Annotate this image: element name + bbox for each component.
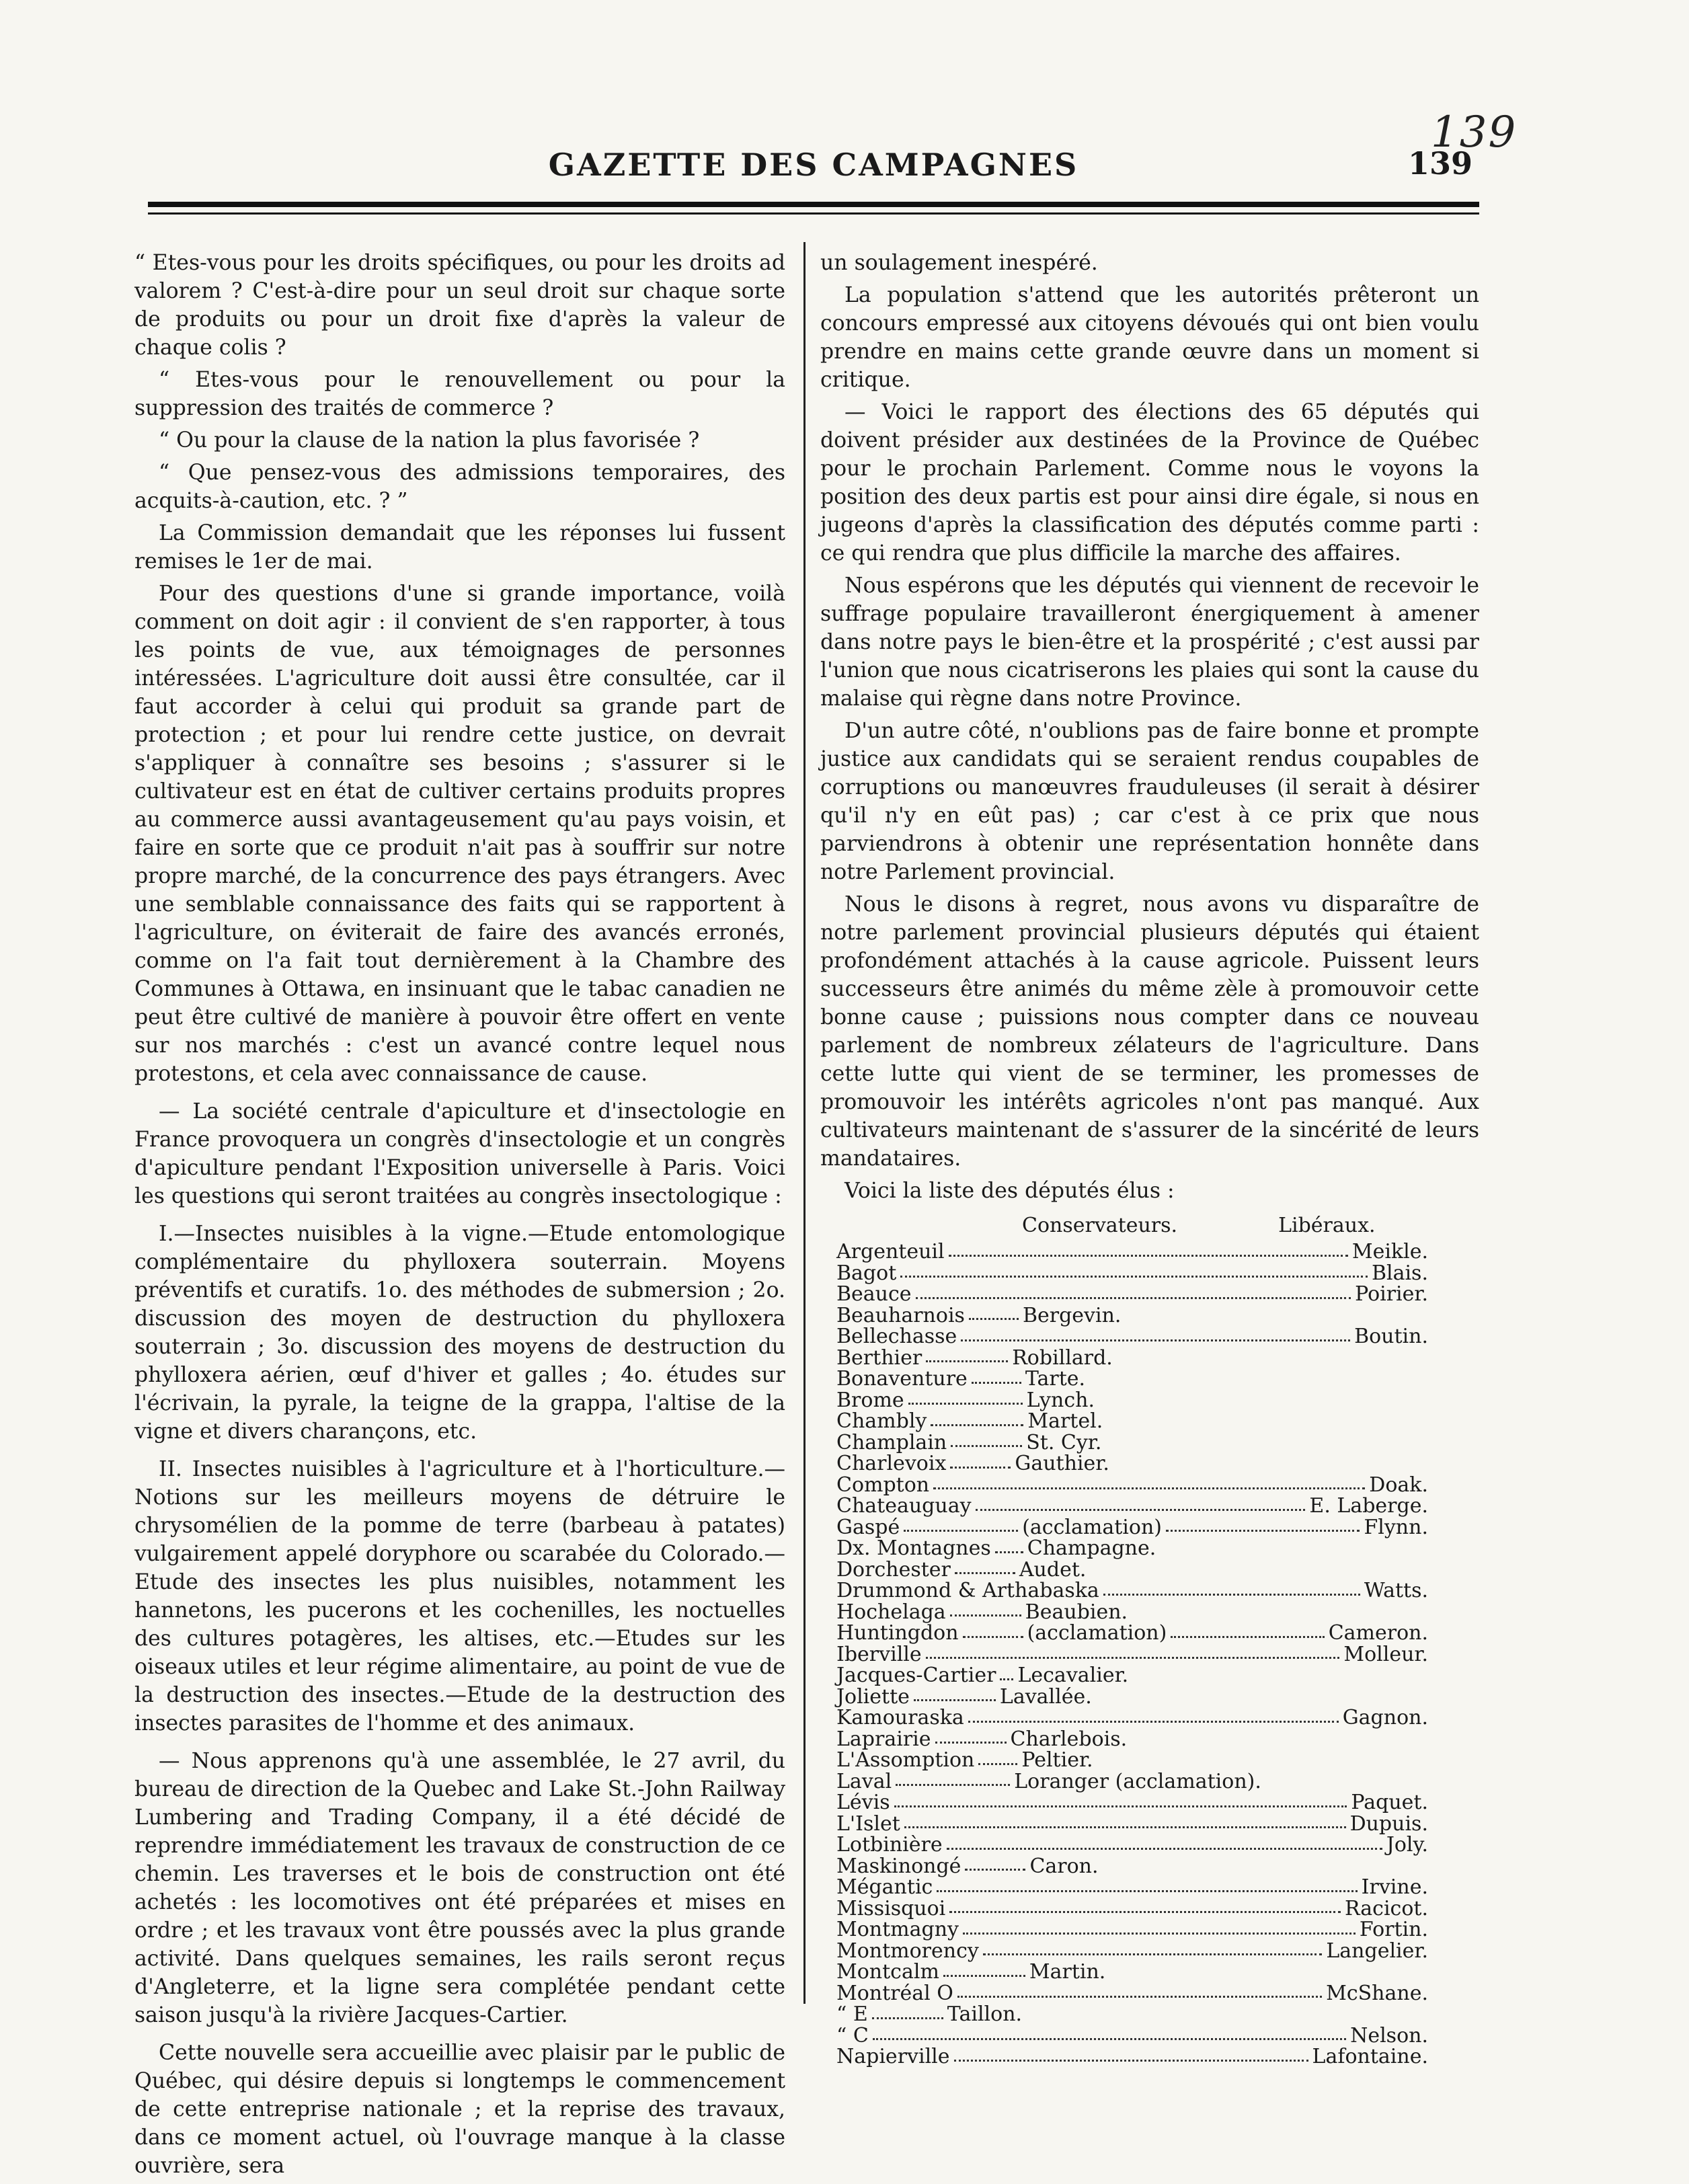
conservative-member: Lynch.	[1026, 1388, 1095, 1412]
paragraph: II. Insectes nuisibles à l'agriculture et à l'horticulture.—Notions sur les meilleurs moyens de détruire le chrysomélien de la pomme de terre (barbeau à patates) vulgairement appelé doryphore ou scarabée du Colorado.—Etude des insectes les plus nuisibles, notamment les hannetons, les pucerons et les cochenilles, les noctuelles des cultures potagères, les altises, etc.—Etudes sur les oiseaux utiles et leur régime alimentaire, au point de vue de la destruction des insectes.—Etude de la destruction des insectes parasites de l'homme et des animaux.	[134, 1457, 785, 1736]
liberal-member: E. Laberge.	[1309, 1494, 1428, 1518]
dot-leader	[963, 1623, 1023, 1638]
liberal-member: Cameron.	[1328, 1621, 1428, 1645]
deputy-row	[836, 1898, 1428, 1920]
dot-leader	[951, 1432, 1022, 1448]
dot-leader	[916, 1284, 1351, 1299]
deputy-row	[836, 1623, 1428, 1644]
deputy-row	[836, 1941, 1428, 1962]
deputy-row	[836, 1665, 1428, 1686]
deputy-row	[836, 1453, 1428, 1475]
county-name: Brome	[836, 1388, 904, 1412]
dot-leader	[900, 1263, 1368, 1278]
liberal-member: Lafontaine.	[1312, 2045, 1428, 2068]
conservative-member: Bergevin.	[1022, 1303, 1122, 1327]
dot-leader	[961, 1326, 1350, 1341]
dot-leader	[931, 1411, 1023, 1426]
county-name: Kamouraska	[836, 1706, 964, 1729]
county-name: Missisquoi	[836, 1896, 946, 1920]
dot-leader	[995, 1538, 1023, 1553]
liberal-member: Langelier.	[1326, 1939, 1428, 1963]
header-rule-thick	[148, 202, 1479, 207]
conservative-member: Peltier.	[1021, 1748, 1093, 1772]
dot-leader	[954, 2046, 1308, 2062]
dot-leader	[950, 1453, 1011, 1469]
dot-leader	[947, 1834, 1382, 1850]
liberal-member: McShane.	[1326, 1981, 1428, 2005]
county-name: Laprairie	[836, 1727, 931, 1751]
county-name: Drummond & Arthabaska	[836, 1579, 1099, 1602]
dot-leader	[965, 1856, 1025, 1871]
right-column	[820, 249, 1479, 2068]
left-column	[134, 249, 785, 2184]
county-name: Bellechasse	[836, 1325, 957, 1348]
deputy-row	[836, 1750, 1428, 1771]
paragraph: La population s'attend que les autorités prêteront un concours empressé aux citoyens dévoués qui ont bien voulu prendre en mains cette grande œuvre dans un moment si critique.	[820, 283, 1479, 392]
deputy-row	[836, 1877, 1428, 1898]
deputy-row	[836, 1348, 1428, 1369]
conservative-member: Gauthier.	[1015, 1452, 1109, 1475]
paragraph: La Commission demandait que les réponses lui fussent remises le 1er de mai.	[134, 521, 785, 574]
page-header	[148, 141, 1479, 188]
paragraph: Cette nouvelle sera accueillie avec plaisir par le public de Québec, qui désire depuis si longtemps le commencement de cette entreprise nationale ; et la reprise des travaux, dans ce moment actuel, où l'ouvrage manque à la classe ouvrière, sera	[134, 2041, 785, 2178]
dot-leader	[873, 2025, 1346, 2041]
dot-leader	[894, 1792, 1347, 1807]
dot-leader	[949, 1241, 1348, 1257]
dot-leader	[896, 1771, 1010, 1787]
roster-header	[820, 1212, 1479, 1240]
deputy-row	[836, 1495, 1428, 1517]
roster-header-conservateurs: Conservateurs.	[1022, 1214, 1178, 1237]
county-name: Lotbinière	[836, 1833, 943, 1857]
conservative-member: Tarte.	[1025, 1367, 1086, 1391]
liberal-member: Gagnon.	[1342, 1706, 1428, 1729]
county-name: Beauce	[836, 1282, 912, 1306]
conservative-member: Lavallée.	[999, 1684, 1092, 1709]
dot-leader	[908, 1390, 1023, 1405]
deputy-row	[836, 1475, 1428, 1496]
deputy-row	[836, 1707, 1428, 1729]
conservative-member: (acclamation)	[1027, 1621, 1167, 1645]
county-name: Laval	[836, 1769, 892, 1793]
dot-leader	[937, 1877, 1357, 1892]
county-name: Montcalm	[836, 1960, 939, 1984]
county-name: Bonaventure	[836, 1367, 968, 1391]
dot-leader	[1000, 1665, 1013, 1680]
conservative-member: Beaubien.	[1025, 1600, 1128, 1624]
deputy-row	[836, 1771, 1428, 1793]
county-name: Compton	[836, 1473, 930, 1497]
paragraph: “ Etes-vous pour le renouvellement ou pour la suppression des traités de commerce ?	[134, 368, 785, 420]
deputy-row	[836, 1856, 1428, 1877]
paragraph: Nous espérons que les députés qui viennent de recevoir le suffrage populaire travailleront énergiquement à amener dans notre pays le bien-être et la prospérité ; c'est aussi par l'union que nous cicatriserons les plaies qui sont la cause du malaise qui règne dans notre Province.	[820, 574, 1479, 711]
liberal-member: Paquet.	[1351, 1791, 1428, 1814]
liberal-member: Boutin.	[1354, 1325, 1428, 1348]
conservative-member: Audet.	[1019, 1557, 1087, 1582]
dot-leader	[983, 1941, 1323, 1956]
deputy-row	[836, 1241, 1428, 1263]
dot-leader	[914, 1686, 996, 1702]
liberal-member: Poirier.	[1355, 1282, 1428, 1306]
dot-leader	[969, 1305, 1019, 1321]
handwritten-page-number: 139	[1431, 108, 1518, 157]
county-name: Napierville	[836, 2045, 950, 2068]
liberal-member: Joly.	[1386, 1833, 1428, 1857]
paragraph: — Voici le rapport des élections des 65 députés qui doivent présider aux destinées de la Province de Québec pour le prochain Parlement. Comme nous le voyons la position des deux partis est pour ainsi dire égale, si nous en jugeons d'après la classification des députés comme parti : ce qui rendra que plus difficile la marche des affaires.	[820, 400, 1479, 566]
liberal-member: Fortin.	[1359, 1918, 1428, 1941]
deputy-row	[836, 1432, 1428, 1454]
county-name: L'Islet	[836, 1811, 900, 1836]
paragraph: Nous le disons à regret, nous avons vu disparaître de notre parlement provincial plusieurs députés qui étaient profondément attachés à la cause agricole. Puissent leurs successeurs être animés du même zèle à promouvoir cette bonne cause ; puissions nous compter dans ce nouveau parlement de nombreux zélateurs de l'agriculture. Dans cette lutte qui vient de se terminer, les promesses de promouvoir les intérêts agricoles n'ont pas manqué. Aux cultivateurs maintenant de s'assurer de la sincérité de leurs mandataires.	[820, 892, 1479, 1171]
conservative-member: Martin.	[1029, 1960, 1106, 1984]
county-name: Chateauguay	[836, 1494, 972, 1518]
paragraph: “ Etes-vous pour les droits spécifiques, ou pour les droits ad valorem ? C'est-à-dire pour un seul droit sur chaque sorte de produits ou pour un droit fixe d'après la valeur de chaque colis ?	[134, 251, 785, 360]
paragraph: D'un autre côté, n'oublions pas de faire bonne et prompte justice aux candidats qui se seraient rendus coupables de corruptions ou manœuvres frauduleuses (il serait à désirer qu'il n'y en eût pas) ; car c'est à ce prix que nous parviendrons à obtenir une représentation honnête dans notre Parlement provincial.	[820, 719, 1479, 884]
deputy-row	[836, 1602, 1428, 1623]
county-name: Mégantic	[836, 1875, 933, 1899]
dot-leader	[950, 1602, 1021, 1617]
masthead-title: GAZETTE DES CAMPAGNES	[548, 147, 1079, 183]
county-name: “ C	[836, 2023, 869, 2048]
county-name: Montmagny	[836, 1918, 959, 1941]
dot-leader	[933, 1475, 1365, 1490]
dot-leader	[949, 1898, 1341, 1914]
deputy-row	[836, 1686, 1428, 1708]
county-name: Dorchester	[836, 1557, 951, 1582]
county-name: Dx. Montagnes	[836, 1536, 991, 1560]
paragraph: Voici la liste des députés élus :	[844, 1179, 1175, 1203]
paragraph: un soulagement inespéré.	[820, 251, 1098, 275]
dot-leader	[943, 1961, 1025, 1977]
conservative-member: Caron.	[1029, 1854, 1099, 1878]
conservative-member: Loranger (acclamation).	[1014, 1769, 1261, 1793]
deputy-row	[836, 1644, 1428, 1666]
deputy-row	[836, 2025, 1428, 2047]
deputy-row	[836, 1368, 1428, 1390]
conservative-member: Robillard.	[1012, 1346, 1113, 1370]
deputy-row	[836, 1390, 1428, 1411]
county-name: Maskinongé	[836, 1854, 961, 1878]
liberal-member: Irvine.	[1361, 1875, 1428, 1899]
deputy-row	[836, 1411, 1428, 1432]
deputy-row	[836, 1284, 1428, 1305]
county-name: Montréal O	[836, 1981, 953, 2005]
dot-leader	[1166, 1517, 1360, 1532]
dot-leader	[935, 1729, 1007, 1744]
dot-leader	[1171, 1623, 1324, 1638]
deputy-row	[836, 1961, 1428, 1983]
county-name: Hochelaga	[836, 1600, 946, 1624]
county-name: Charlevoix	[836, 1452, 947, 1475]
paragraph: — La société centrale d'apiculture et d'insectologie en France provoquera un congrès d'insectologie et un congrès d'apiculture pendant l'Exposition universelle à Paris. Voici les questions qui seront traitées au congrès insectologique :	[134, 1099, 785, 1208]
county-name: Jacques-Cartier	[836, 1664, 996, 1687]
paragraph: — Nous apprenons qu'à une assemblée, le 27 avril, du bureau de direction de la Quebec and Lake St.-John Railway Lumbering and Trading Company, il a été décidé de reprendre immédiatement les travaux de construction de ce chemin. Les traverses et le bois de construction ont été achetés : les locomotives ont été préparées et mises en ordre ; et les travaux vont être poussés avec la plus grande activité. Dans quelques semaines, les rails seront reçus d'Angleterre, et la ligne sera complétée pendant cette saison jusqu'à la rivière Jacques-Cartier.	[134, 1749, 785, 2027]
printed-page-number: 139	[1407, 145, 1472, 182]
dot-leader	[957, 1983, 1322, 1998]
dot-leader	[904, 1517, 1018, 1532]
county-name: Champlain	[836, 1430, 947, 1454]
dot-leader	[872, 2004, 943, 2019]
deputy-row	[836, 1326, 1428, 1348]
liberal-member: Nelson.	[1350, 2023, 1428, 2048]
deputy-row	[836, 1919, 1428, 1941]
county-name: Berthier	[836, 1346, 922, 1370]
liberal-member: Molleur.	[1343, 1642, 1428, 1666]
deputy-row	[836, 1517, 1428, 1538]
conservative-member: Lecavalier.	[1017, 1664, 1129, 1687]
dot-leader	[972, 1368, 1021, 1384]
county-name: Beauharnois	[836, 1303, 965, 1327]
liberal-member: Blais.	[1371, 1261, 1428, 1285]
county-name: “ E	[836, 2002, 868, 2026]
deputy-row	[836, 1538, 1428, 1559]
dot-leader	[963, 1919, 1356, 1935]
conservative-member: Martel.	[1027, 1409, 1103, 1433]
deputy-row	[836, 1729, 1428, 1750]
paragraph: I.—Insectes nuisibles à la vigne.—Etude entomologique complémentaire du phylloxera souterrain. Moyens préventifs et curatifs. 1o. des méthodes de submersion ; 2o. discussion des moyen de destruction du phylloxera souterrain ; 3o. discussion des moyens de destruction du phylloxera aérien, œuf d'hiver et galles ; 4o. études sur l'écrivain, la pyrale, la teigne de la grappa, l'altise de la vigne et divers charançons, etc.	[134, 1222, 785, 1444]
county-name: Chambly	[836, 1409, 927, 1433]
header-rule-thin	[148, 212, 1479, 214]
column-divider	[803, 242, 806, 2004]
dot-leader	[976, 1495, 1306, 1511]
deputy-row	[836, 2046, 1428, 2068]
dot-leader	[926, 1644, 1340, 1660]
conservative-member: (acclamation)	[1022, 1515, 1162, 1539]
dot-leader	[955, 1559, 1015, 1575]
dot-leader	[904, 1814, 1346, 1829]
county-name: Bagot	[836, 1261, 897, 1285]
deputy-row	[836, 1792, 1428, 1814]
liberal-member: Watts.	[1364, 1579, 1428, 1602]
dot-leader	[968, 1707, 1339, 1723]
deputy-row	[836, 1305, 1428, 1327]
dot-leader	[978, 1750, 1017, 1765]
conservative-member: St. Cyr.	[1026, 1430, 1102, 1454]
dot-leader	[1103, 1580, 1360, 1596]
conservative-member: Charlebois.	[1010, 1727, 1128, 1751]
deputy-row	[836, 1263, 1428, 1284]
county-name: Gaspé	[836, 1515, 900, 1539]
deputy-row	[836, 1811, 1428, 1836]
conservative-member: Taillon.	[947, 2002, 1023, 2026]
liberal-member: Flynn.	[1364, 1515, 1428, 1539]
liberal-member: Dupuis.	[1349, 1811, 1428, 1836]
deputy-row	[836, 1983, 1428, 2004]
roster-header-liberaux: Libéraux.	[1278, 1214, 1376, 1237]
paragraph: “ Ou pour la clause de la nation la plus favorisée ?	[159, 428, 700, 453]
conservative-member: Champagne.	[1027, 1536, 1156, 1560]
paragraph: Pour des questions d'une si grande importance, voilà comment on doit agir : il convient de s'en rapporter, à tous les points de vue, aux témoignages de personnes intéressées. L'agriculture doit aussi être consultée, car il faut accorder à celui qui produit sa grande part de protection ; et pour lui rendre cette justice, on devrait s'appliquer à connaître ses besoins ; s'assurer si le cultivateur est en état de cultiver certains produits propres au commerce aussi avantageusement qu'au pays voisin, et faire en sorte que ce produit n'ait pas à souffrir sur notre propre marché, de la concurrence des pays étrangers. Avec une semblable connaissance des faits qui se rapportent à l'agriculture, on éviterait de faire des avancés erronés, comme on l'a fait tout dernièrement à la Chambre des Communes à Ottawa, en insinuant que le tabac canadien ne peut être cultivé de manière à pouvoir être offert en vente sur nos marchés : c'est un avancé contre lequel nous protestons, et cela avec connaissance de cause.	[134, 582, 785, 1086]
county-name: Joliette	[836, 1684, 910, 1709]
liberal-member: Racicot.	[1344, 1896, 1428, 1920]
liberal-member: Meikle.	[1351, 1240, 1428, 1263]
county-name: Huntingdon	[836, 1621, 959, 1645]
dot-leader	[926, 1348, 1008, 1363]
deputies-list	[836, 1241, 1479, 2068]
county-name: Argenteuil	[836, 1240, 945, 1263]
liberal-member: Doak.	[1369, 1473, 1428, 1497]
county-name: Lévis	[836, 1791, 890, 1814]
paragraph: “ Que pensez-vous des admissions temporaires, des acquits-à-caution, etc. ? ”	[134, 461, 785, 513]
county-name: Montmorency	[836, 1939, 979, 1963]
deputy-row	[836, 1559, 1428, 1581]
deputy-row	[836, 1580, 1428, 1602]
county-name: Iberville	[836, 1642, 922, 1666]
deputy-row	[836, 1834, 1428, 1856]
county-name: L'Assomption	[836, 1748, 975, 1772]
deputy-row	[836, 2004, 1428, 2025]
